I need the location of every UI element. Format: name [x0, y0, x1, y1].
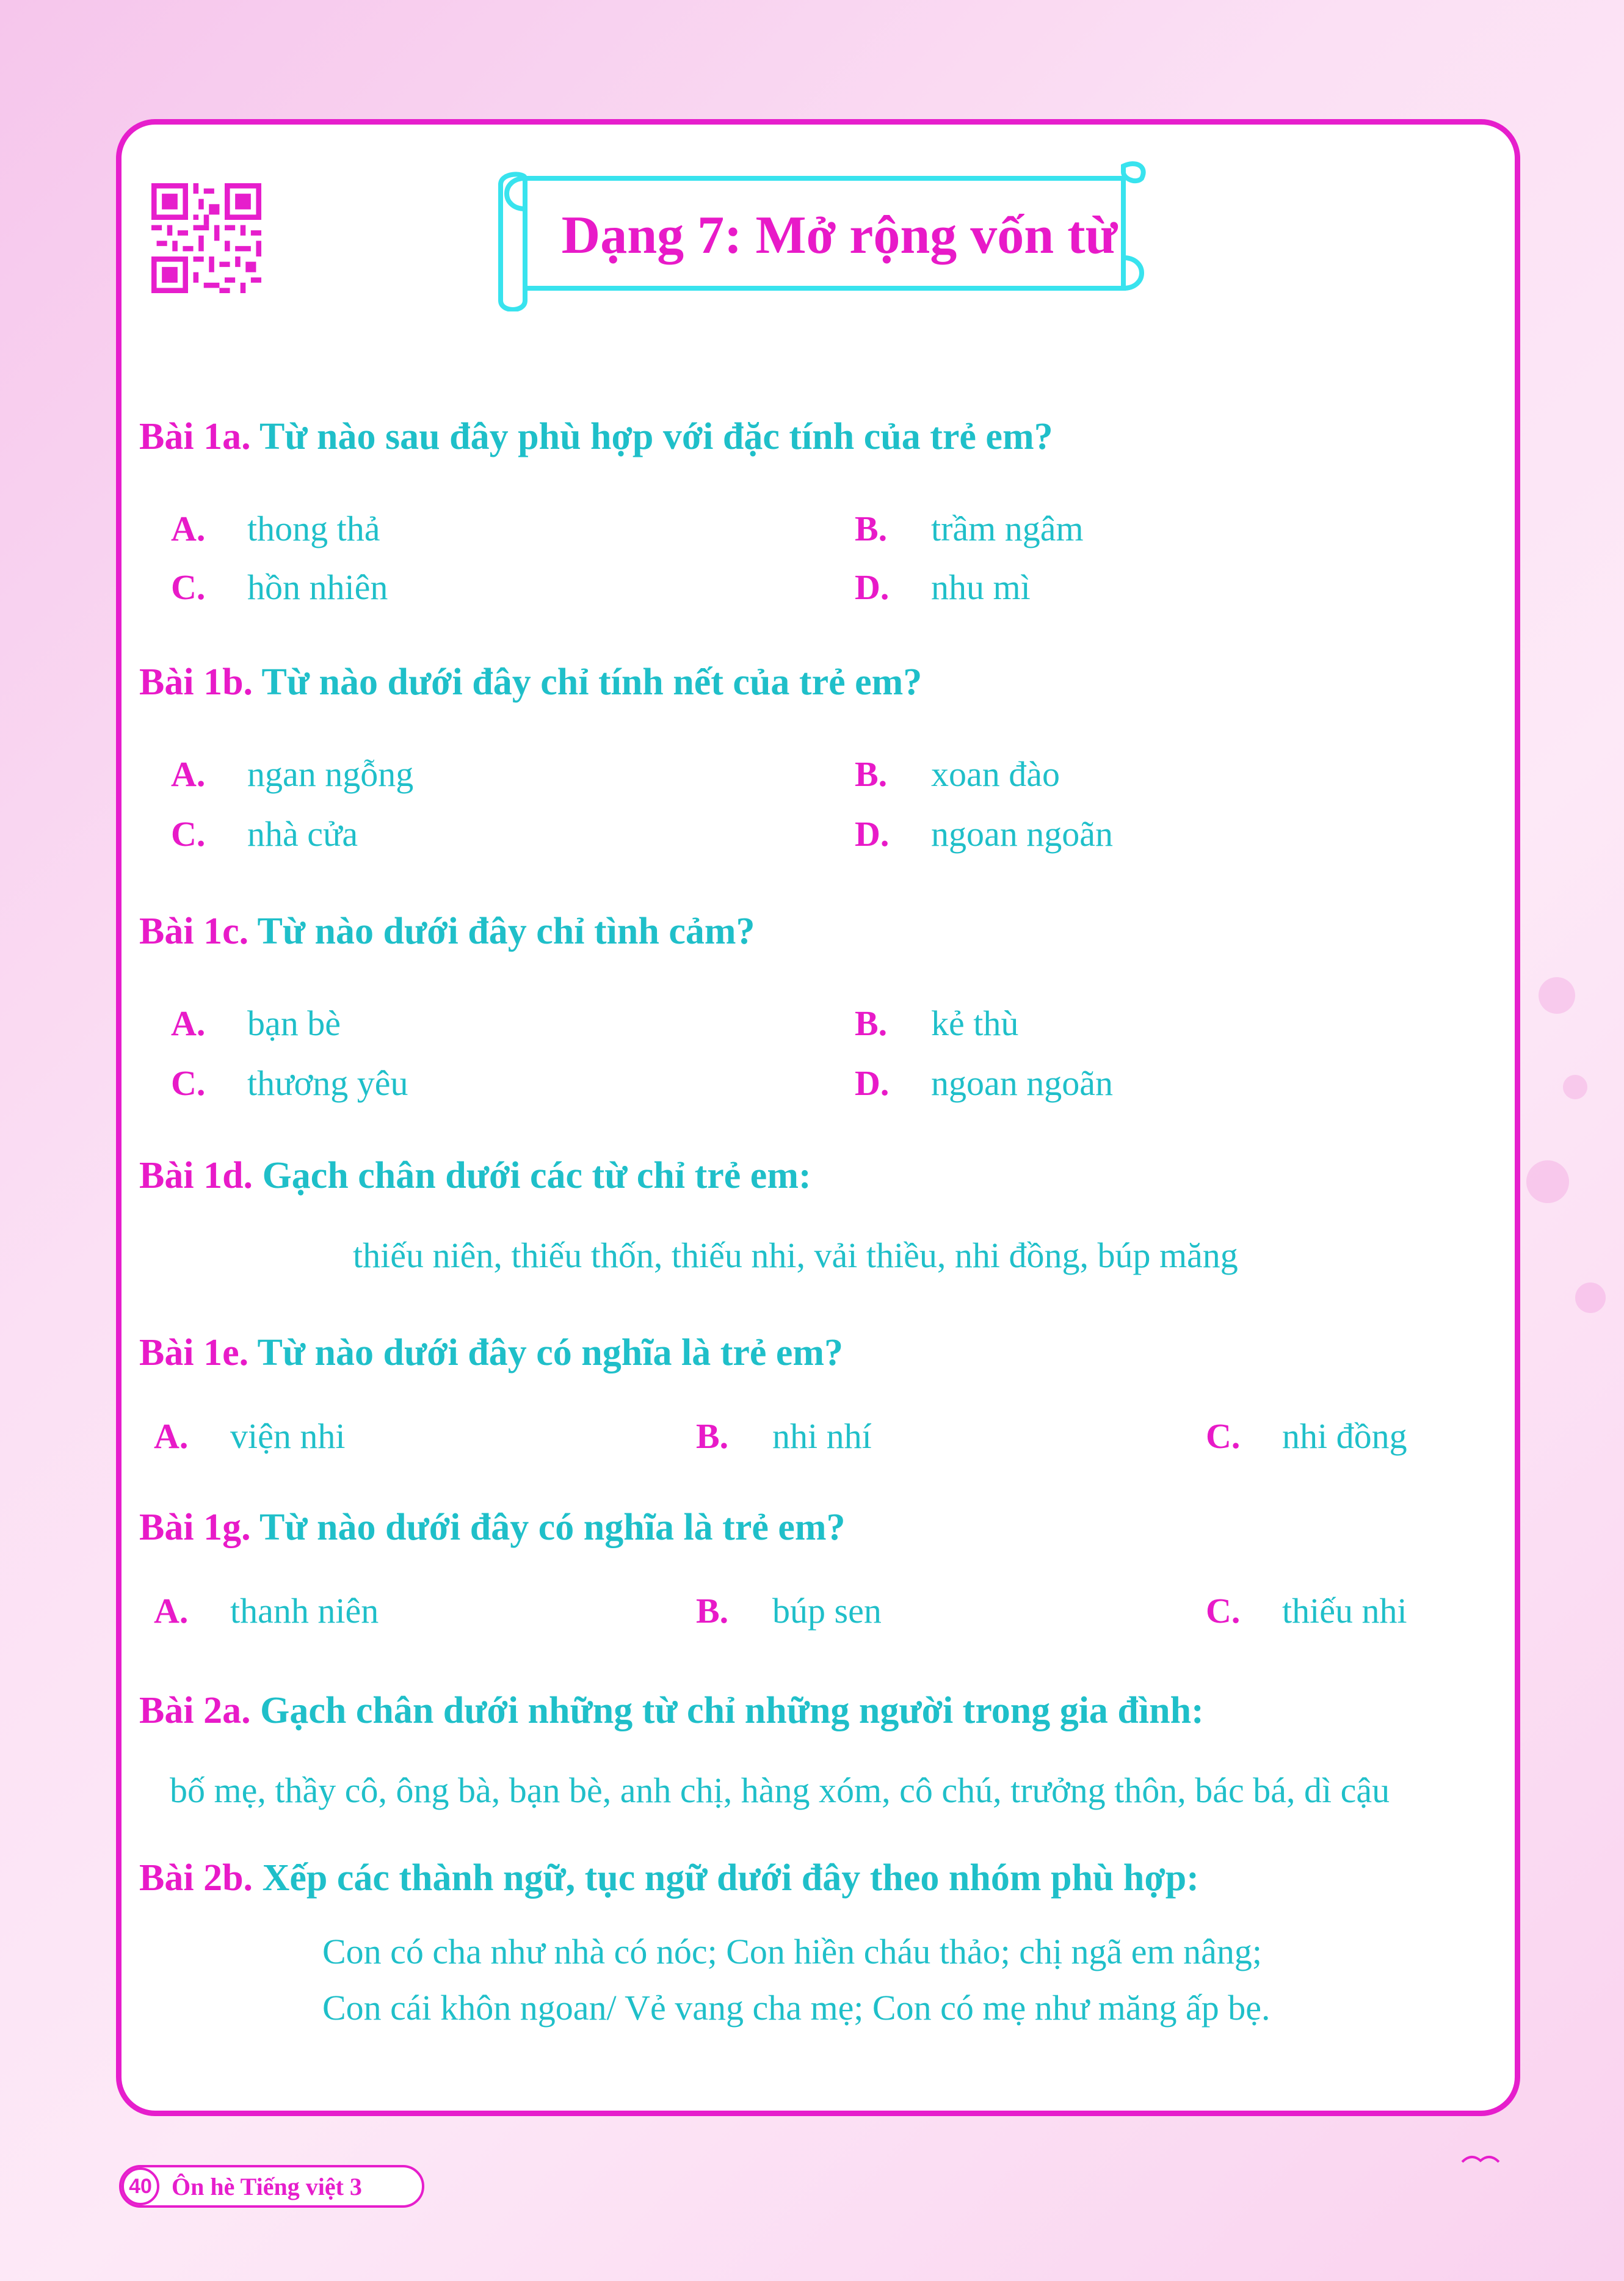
- option-b: [855, 754, 1060, 795]
- question-1b: [139, 661, 922, 704]
- question-1e: [139, 1331, 843, 1375]
- question-text: Từ nào dưới đây chỉ tình cảm?: [257, 911, 755, 952]
- option-b: [855, 508, 1084, 549]
- question-2a: [139, 1689, 1204, 1733]
- question-text: Từ nào sau đây phù hợp với đặc tính của trẻ em?: [259, 416, 1053, 457]
- option-d: [855, 813, 1113, 854]
- background-splash: [1575, 1282, 1606, 1313]
- option-key: B.: [696, 1591, 729, 1631]
- option-value: búp sen: [772, 1591, 882, 1631]
- question-label: Bài 1g.: [139, 1507, 251, 1548]
- book-title: Ôn hè Tiếng việt 3: [172, 2172, 362, 2200]
- proverb-line: Con cái khôn ngoan/ Vẻ vang cha mẹ; Con có mẹ như măng ấp bẹ.: [322, 1988, 1271, 2028]
- option-value: kẻ thù: [931, 1003, 1019, 1043]
- question-2b: [139, 1857, 1199, 1900]
- option-key: C.: [171, 567, 206, 607]
- option-c: [1206, 1590, 1407, 1631]
- option-a: [154, 1590, 379, 1631]
- option-a: [154, 1416, 345, 1457]
- question-label: Bài 1c.: [139, 911, 249, 952]
- question-text: Gạch chân dưới những từ chỉ những người trong gia đình:: [260, 1690, 1204, 1731]
- option-key: B.: [855, 1003, 888, 1043]
- background-splash: [1563, 1075, 1587, 1099]
- question-label: Bài 2a.: [139, 1690, 251, 1731]
- qr-code-icon: [151, 183, 261, 293]
- option-c: [171, 567, 388, 608]
- background-splash: [1526, 1160, 1569, 1203]
- option-key: B.: [855, 509, 888, 548]
- option-key: B.: [696, 1416, 729, 1456]
- option-d: [855, 567, 1031, 608]
- option-key: A.: [171, 509, 206, 548]
- bird-icon: [1459, 2150, 1508, 2168]
- question-label: Bài 1e.: [139, 1332, 249, 1373]
- question-text: Xếp các thành ngữ, tục ngữ dưới đây theo nhóm phù hợp:: [262, 1857, 1199, 1899]
- option-value: nhà cửa: [247, 814, 358, 854]
- option-value: nhi nhí: [772, 1416, 872, 1456]
- option-key: C.: [171, 814, 206, 854]
- question-text: Từ nào dưới đây chỉ tính nết của trẻ em?: [261, 661, 923, 703]
- option-value: hồn nhiên: [247, 567, 388, 607]
- option-key: D.: [855, 814, 890, 854]
- option-value: ngan ngỗng: [247, 754, 414, 794]
- option-value: nhi đồng: [1282, 1416, 1407, 1456]
- option-value: thong thả: [247, 509, 380, 548]
- option-value: ngoan ngoãn: [931, 1063, 1113, 1103]
- option-key: A.: [154, 1591, 189, 1631]
- question-label: Bài 1d.: [139, 1155, 253, 1196]
- question-1d: [139, 1154, 811, 1198]
- option-value: xoan đào: [931, 754, 1060, 794]
- option-b: [696, 1416, 872, 1457]
- background-splash: [1539, 977, 1575, 1014]
- proverb-line: Con có cha như nhà có nóc; Con hiền cháu thảo; chị ngã em nâng;: [322, 1932, 1263, 1971]
- option-d: [855, 1063, 1113, 1104]
- word-list: thiếu niên, thiếu thốn, thiếu nhi, vải thiều, nhi đồng, búp măng: [353, 1235, 1238, 1275]
- option-value: ngoan ngoãn: [931, 814, 1113, 854]
- word-list: bố mẹ, thầy cô, ông bà, bạn bè, anh chị, hàng xóm, cô chú, trưởng thôn, bác bá, dì cậu: [170, 1770, 1390, 1810]
- page-title: Dạng 7: Mở rộng vốn từ: [561, 205, 1118, 265]
- question-label: Bài 2b.: [139, 1857, 253, 1899]
- option-key: A.: [154, 1416, 189, 1456]
- question-1c: [139, 910, 755, 953]
- option-key: A.: [171, 754, 206, 794]
- option-value: bạn bè: [247, 1003, 341, 1043]
- option-value: thiếu nhi: [1282, 1591, 1407, 1631]
- question-text: Từ nào dưới đây có nghĩa là trẻ em?: [257, 1332, 844, 1373]
- option-c: [171, 813, 358, 854]
- question-text: Gạch chân dưới các từ chỉ trẻ em:: [262, 1155, 811, 1196]
- footer-badge: [119, 2165, 424, 2208]
- option-value: trầm ngâm: [931, 509, 1084, 548]
- option-a: [171, 1003, 341, 1044]
- question-1a: [139, 415, 1053, 459]
- option-a: [171, 508, 380, 549]
- option-value: viện nhi: [230, 1416, 346, 1456]
- option-key: C.: [1206, 1591, 1241, 1631]
- option-value: thương yêu: [247, 1063, 408, 1103]
- option-key: A.: [171, 1003, 206, 1043]
- option-value: thanh niên: [230, 1591, 379, 1631]
- option-key: D.: [855, 567, 890, 607]
- option-key: D.: [855, 1063, 890, 1103]
- question-label: Bài 1b.: [139, 661, 253, 703]
- option-c: [171, 1063, 408, 1104]
- option-key: B.: [855, 754, 888, 794]
- option-c: [1206, 1416, 1407, 1457]
- question-1g: [139, 1506, 846, 1549]
- question-label: Bài 1a.: [139, 416, 251, 457]
- option-value: nhu mì: [931, 567, 1031, 607]
- option-key: C.: [171, 1063, 206, 1103]
- page-number: 40: [121, 2167, 159, 2205]
- option-b: [855, 1003, 1018, 1044]
- option-b: [696, 1590, 882, 1631]
- option-a: [171, 754, 413, 795]
- option-key: C.: [1206, 1416, 1241, 1456]
- question-text: Từ nào dưới đây có nghĩa là trẻ em?: [259, 1507, 846, 1548]
